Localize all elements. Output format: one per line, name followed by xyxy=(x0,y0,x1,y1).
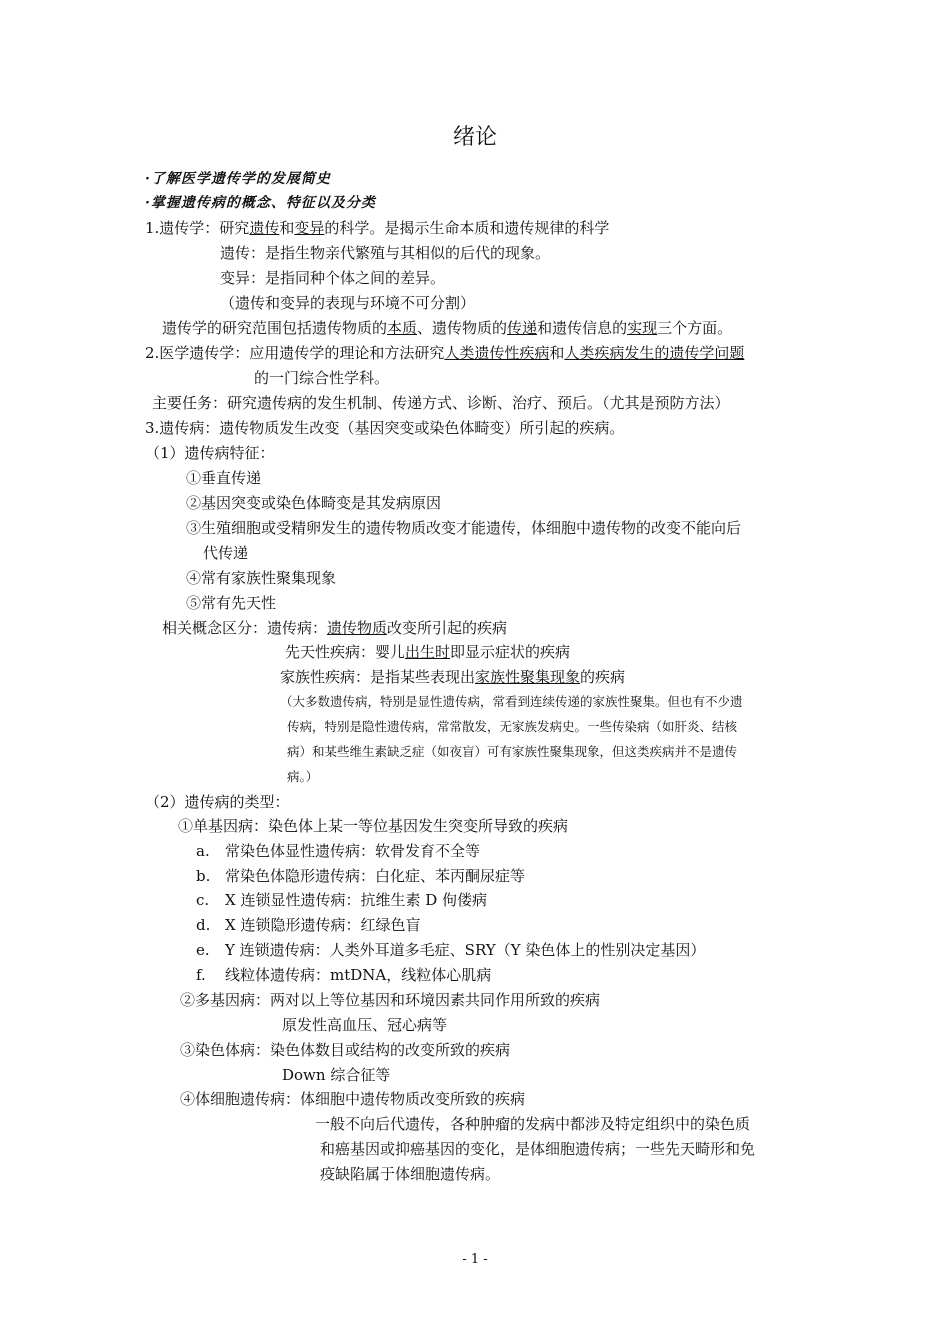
objective-1: ·了解医学遗传学的发展简史 xyxy=(145,171,331,187)
feature-3: ③生殖细胞或受精卵发生的遗传物质改变才能遗传，体细胞中遗传物的改变不能向后 xyxy=(186,519,742,537)
types-heading: （2）遗传病的类型： xyxy=(145,793,290,811)
note-line-4: 病。） xyxy=(287,769,319,784)
somatic-note-2: 和癌基因或抑癌基因的变化，是体细胞遗传病；一些先天畸形和免 xyxy=(320,1140,756,1158)
variation-definition: 变异：是指同种个体之间的差异。 xyxy=(220,269,446,287)
type-single-gene: ①单基因病：染色体上某一等位基因发生突变所导致的疾病 xyxy=(178,817,569,835)
type-polygenic: ②多基因病：两对以上等位基因和环境因素共同作用所致的疾病 xyxy=(180,991,601,1009)
sub-item-e: e. Y 连锁遗传病：人类外耳道多毛症、SRY（Y 染色体上的性别决定基因） xyxy=(196,941,706,959)
page-number: - 1 - xyxy=(462,1252,488,1267)
feature-1: ①垂直传递 xyxy=(186,469,262,487)
objective-2: ·掌握遗传病的概念、特征以及分类 xyxy=(145,195,376,211)
related-concepts: 相关概念区分：遗传病：遗传物质改变所引起的疾病 xyxy=(162,619,508,637)
somatic-note-3: 疫缺陷属于体细胞遗传病。 xyxy=(320,1165,501,1183)
environment-note: （遗传和变异的表现与环境不可分割） xyxy=(220,294,476,312)
feature-4: ④常有家族性聚集现象 xyxy=(186,569,337,587)
sub-item-b: b. 常染色体隐形遗传病：白化症、苯丙酮尿症等 xyxy=(196,867,526,885)
feature-3-continued: 代传递 xyxy=(203,544,249,562)
research-scope: 遗传学的研究范围包括遗传物质的本质、遗传物质的传递和遗传信息的实现三个方面。 xyxy=(162,319,733,337)
note-line-2: 传病，特别是隐性遗传病，常常散发，无家族发病史。一些传染病（如肝炎、结核 xyxy=(287,719,738,734)
genetic-disease-definition: 3.遗传病：遗传物质发生改变（基因突变或染色体畸变）所引起的疾病。 xyxy=(145,419,625,437)
congenital-disease: 先天性疾病：婴儿出生时即显示症状的疾病 xyxy=(285,643,571,661)
type-polygenic-example: 原发性高血压、冠心病等 xyxy=(282,1016,448,1034)
feature-5: ⑤常有先天性 xyxy=(186,594,277,612)
features-heading: （1）遗传病特征： xyxy=(145,444,275,462)
medical-genetics-continued: 的一门综合性学科。 xyxy=(254,369,390,387)
medical-genetics-definition: 2.医学遗传学：应用遗传学的理论和方法研究人类遗传性疾病和人类疾病发生的遗传学问题 xyxy=(145,344,745,362)
type-somatic: ④体细胞遗传病：体细胞中遗传物质改变所致的疾病 xyxy=(180,1090,526,1108)
familial-disease: 家族性疾病：是指某些表现出家族性聚集现象的疾病 xyxy=(280,668,626,686)
genetics-definition: 1.遗传学：研究遗传和变异的科学。是揭示生命本质和遗传规律的科学 xyxy=(145,219,610,237)
note-line-1: （大多数遗传病，特别是显性遗传病，常看到连续传递的家族性聚集。但也有不少遗 xyxy=(280,694,743,709)
type-chromosomal-example: Down 综合征等 xyxy=(282,1066,391,1084)
heredity-definition: 遗传：是指生物亲代繁殖与其相似的后代的现象。 xyxy=(220,244,551,262)
sub-item-d: d. X 连锁隐形遗传病：红绿色盲 xyxy=(196,916,421,934)
main-task: 主要任务：研究遗传病的发生机制、传递方式、诊断、治疗、预后。（尤其是预防方法） xyxy=(152,394,730,412)
note-line-3: 病）和某些维生素缺乏症（如夜盲）可有家族性聚集现象，但这类疾病并不是遗传 xyxy=(287,744,738,759)
sub-item-f: f. 线粒体遗传病：mtDNA，线粒体心肌病 xyxy=(196,966,492,984)
feature-2: ②基因突变或染色体畸变是其发病原因 xyxy=(186,494,442,512)
type-chromosomal: ③染色体病：染色体数目或结构的改变所致的疾病 xyxy=(180,1041,511,1059)
somatic-note-1: 一般不向后代遗传，各种肿瘤的发病中都涉及特定组织中的染色质 xyxy=(315,1115,751,1133)
sub-item-a: a. 常染色体显性遗传病：软骨发育不全等 xyxy=(196,842,481,860)
page-title: 绪论 xyxy=(452,125,497,150)
sub-item-c: c. X 连锁显性遗传病：抗维生素 D 佝偻病 xyxy=(196,891,488,909)
